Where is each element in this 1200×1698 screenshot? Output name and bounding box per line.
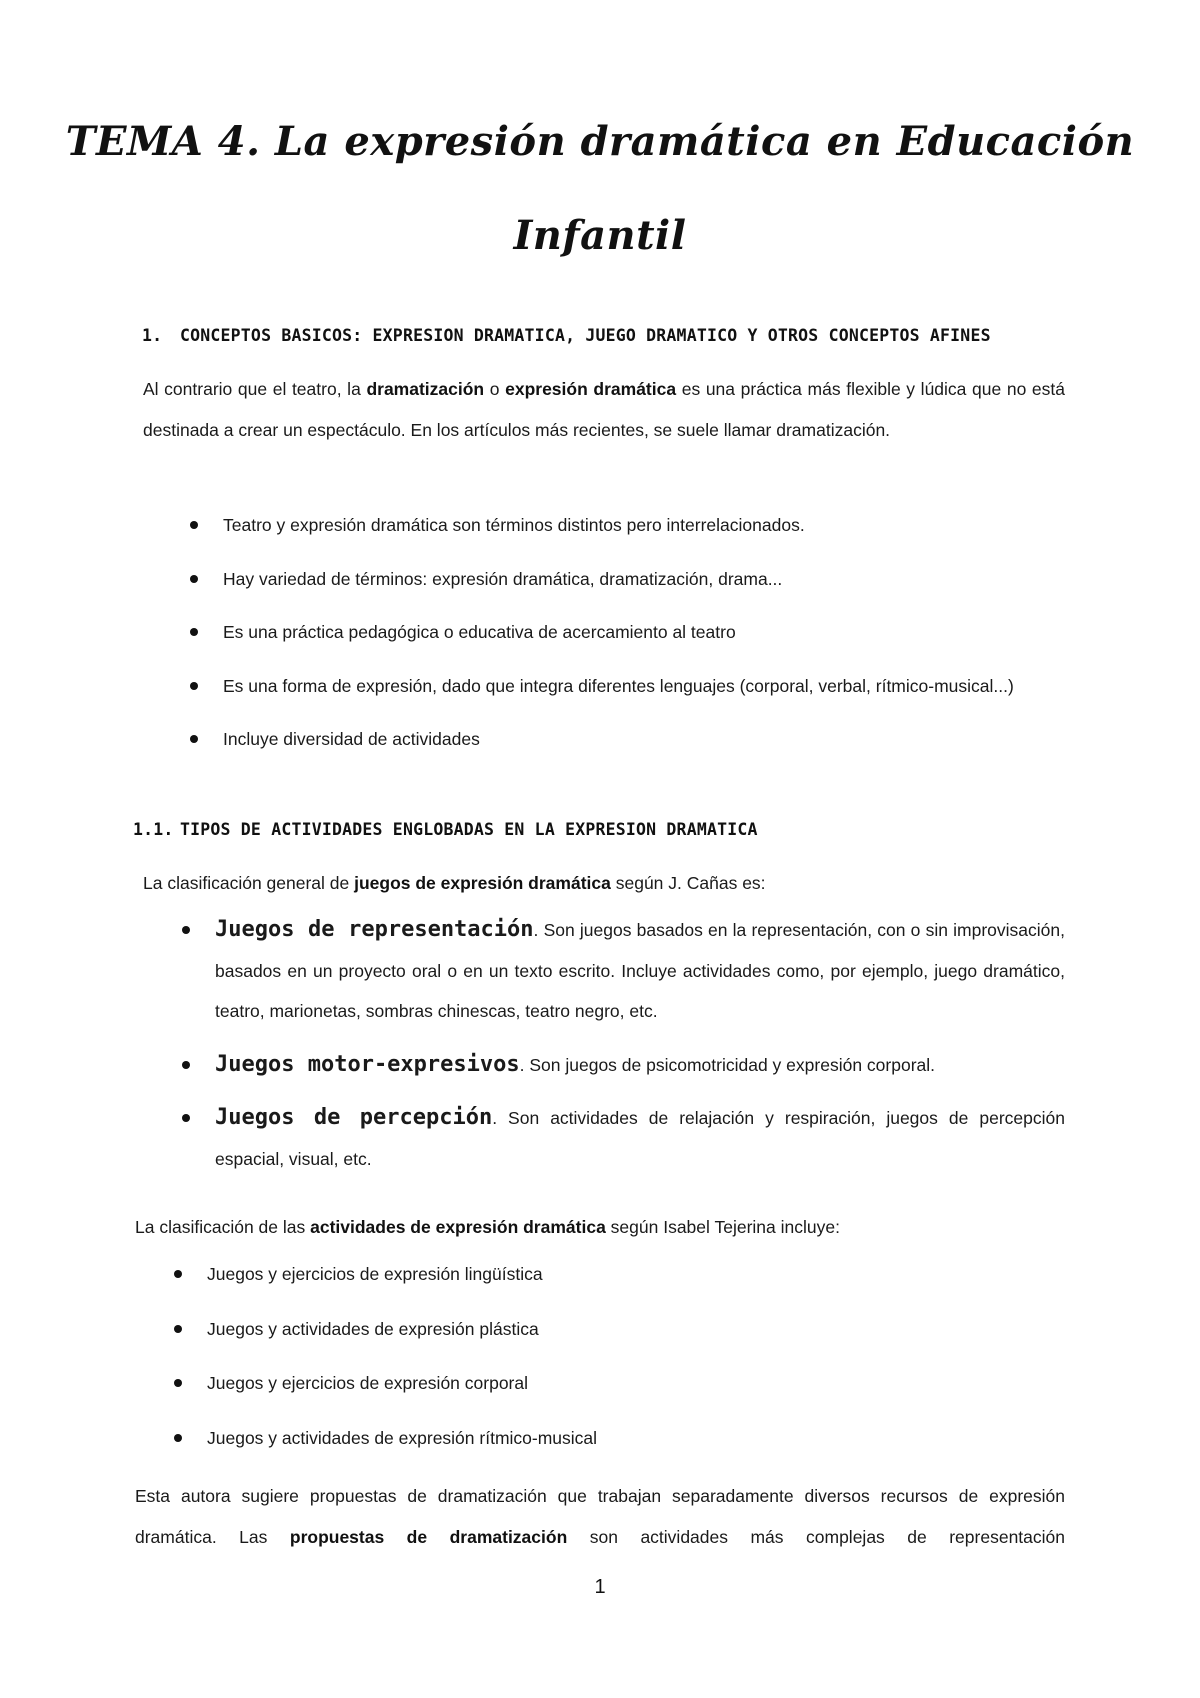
closing-paragraph: Esta autora sugiere propuestas de dramatización que trabajan separadamente diversos recursos de expresión dramática. Las propuestas de dramatización son actividades más complejas de representación (135, 1486, 1065, 1547)
section-1-number: 1. (142, 326, 163, 345)
game-type-term: Juegos motor-expresivos (215, 1051, 520, 1077)
bullet-icon (174, 1270, 182, 1278)
section-1-1-intro-paragraph: La clasificación general de juegos de expresión dramática según J. Cañas es: (143, 873, 766, 893)
list-item: Juegos y ejercicios de expresión lingüística (207, 1254, 1065, 1295)
game-type-term: Juegos de percepción (215, 1105, 493, 1130)
bullet-icon (190, 628, 198, 636)
section-1-title: CONCEPTOS BASICOS: EXPRESION DRAMATICA, JUEGO DRAMATICO Y OTROS CONCEPTOS AFINES (180, 326, 991, 345)
game-type-term: Juegos de representación (215, 917, 534, 942)
list-item: Juegos de percepción. Son actividades de relajación y respiración, juegos de percepción espacial, visual, etc. (215, 1098, 1065, 1179)
list-item: Es una forma de expresión, dado que integra diferentes lenguajes (corporal, verbal, rítmico-musical...) (223, 666, 1065, 707)
bullet-icon (190, 521, 198, 529)
page-number: 1 (594, 1576, 606, 1598)
list-item: Es una práctica pedagógica o educativa de acercamiento al teatro (223, 612, 1065, 653)
bullet-icon (190, 682, 198, 690)
bullet-icon (182, 926, 190, 934)
list-item: Juegos y actividades de expresión plástica (207, 1309, 1065, 1350)
section-1-1-number: 1.1. (133, 820, 174, 839)
term-juegos-expresion-dramatica: juegos de expresión dramática (354, 873, 611, 893)
list-item: Juegos y ejercicios de expresión corporal (207, 1363, 1065, 1404)
list-item: Hay variedad de términos: expresión dramática, dramatización, drama... (223, 559, 1065, 600)
document-title-line-1: TEMA 4. La expresión dramática en Educación (65, 118, 1135, 165)
list-item: Incluye diversidad de actividades (223, 719, 1065, 760)
bullet-icon (182, 1061, 190, 1069)
list-item: Juegos de representación. Son juegos basados en la representación, con o sin improvisación, basados en un proyecto oral o en un texto escrito. Incluye actividades como, por ejemplo, juego dramático, teatro, marionetas, sombras chinescas, teatro negro, etc. (215, 910, 1065, 1032)
activities-list (207, 1254, 1065, 1472)
bullet-icon (190, 575, 198, 583)
section-1-heading (142, 326, 991, 345)
section-1-intro-paragraph: Al contrario que el teatro, la dramatización o expresión dramática es una práctica más flexible y lúdica que no está destinada a crear un espectáculo. En los artículos más recientes, se suele llamar dramatización. (143, 379, 1066, 440)
bullet-icon (190, 735, 198, 743)
term-expresion-dramatica: expresión dramática (505, 379, 677, 399)
section-1-bullet-list (223, 505, 1065, 773)
bullet-icon (174, 1434, 182, 1442)
document-title-line-2: Infantil (513, 212, 687, 259)
bullet-icon (182, 1114, 190, 1122)
term-dramatizacion: dramatización (366, 379, 485, 399)
bullet-icon (174, 1379, 182, 1387)
list-item: Juegos y actividades de expresión rítmico-musical (207, 1418, 1065, 1459)
term-propuestas-dramatizacion: propuestas de dramatización (289, 1526, 568, 1547)
section-1-1-title: TIPOS DE ACTIVIDADES ENGLOBADAS EN LA EXPRESION DRAMATICA (180, 820, 758, 839)
term-actividades-expresion-dramatica: actividades de expresión dramática (310, 1217, 606, 1237)
bullet-icon (174, 1325, 182, 1333)
game-types-list (215, 910, 1065, 1192)
list-item: Juegos motor-expresivos. Son juegos de psicomotricidad y expresión corporal. (215, 1045, 1065, 1086)
classification-paragraph: La clasificación de las actividades de expresión dramática según Isabel Tejerina incluye: (135, 1217, 840, 1237)
section-1-1-heading (133, 820, 758, 839)
list-item: Teatro y expresión dramática son términos distintos pero interrelacionados. (223, 505, 1065, 546)
